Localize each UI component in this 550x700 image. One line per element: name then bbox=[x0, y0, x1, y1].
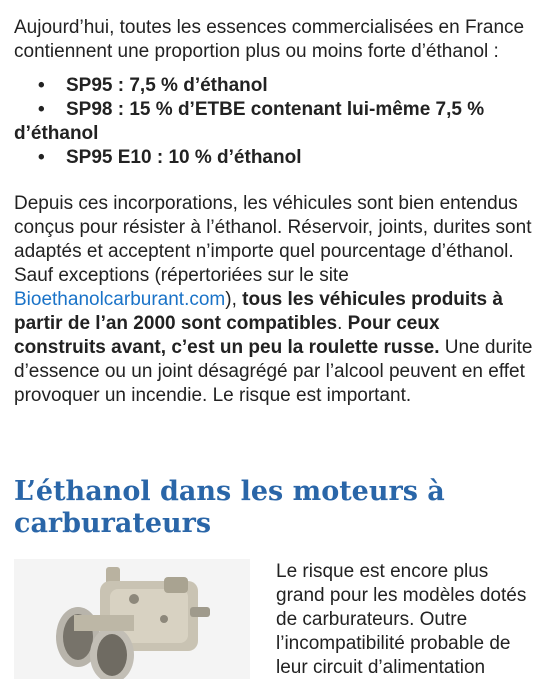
body-text: ), bbox=[225, 289, 243, 310]
bioethanol-link[interactable]: Bioethanolcarburant.com bbox=[14, 289, 226, 310]
bullet-icon: • bbox=[38, 147, 45, 168]
carburetor-image bbox=[14, 559, 250, 679]
body-text: Depuis ces incorporations, les véhicules sont bien entendus conçus pour résister à l’éthanol. Réservoir, joints, durites sont adaptés et acceptent n’importe quel pourcentage d’éthanol. Sauf exceptions (répertoriées sur le site bbox=[14, 193, 532, 286]
bullet-icon: • bbox=[38, 99, 45, 120]
fuel-item-text: SP98 : 15 % d’ETBE contenant lui-même 7,5 % d’éthanol bbox=[14, 99, 485, 144]
carburetor-photo bbox=[14, 559, 250, 679]
body-bold-text: tous les véhicules produits à partir de l’an 2000 sont compatibles bbox=[14, 289, 503, 334]
fuel-item bbox=[14, 146, 536, 170]
fuel-item bbox=[14, 98, 536, 146]
bullet-icon: • bbox=[38, 75, 45, 96]
section-text: Le risque est encore plus grand pour les modèles dotés de carburateurs. Outre l’incompatibilité probable de leur circuit d’alimentation bbox=[276, 561, 527, 678]
section-heading: L’éthanol dans les moteurs à carburateurs bbox=[14, 476, 445, 539]
intro-paragraph: Aujourd’hui, toutes les essences commercialisées en France contiennent une proportion plus ou moins forte d’éthanol : bbox=[14, 17, 525, 62]
fuel-item bbox=[14, 74, 536, 98]
fuel-item-text: SP95 : 7,5 % d’éthanol bbox=[66, 75, 268, 96]
media-row bbox=[14, 560, 536, 680]
fuel-list bbox=[14, 74, 536, 170]
body-paragraph bbox=[14, 192, 536, 408]
body-bold-text: Pour ceux construits avant, c’est un peu la roulette russe. bbox=[14, 313, 440, 358]
fuel-item-text: SP95 E10 : 10 % d’éthanol bbox=[66, 147, 302, 168]
body-text: Une durite d’essence ou un joint désagrégé par l’alcool peuvent en effet provoquer un incendie. Le risque est important. bbox=[14, 337, 533, 406]
body-text: . bbox=[337, 313, 348, 334]
